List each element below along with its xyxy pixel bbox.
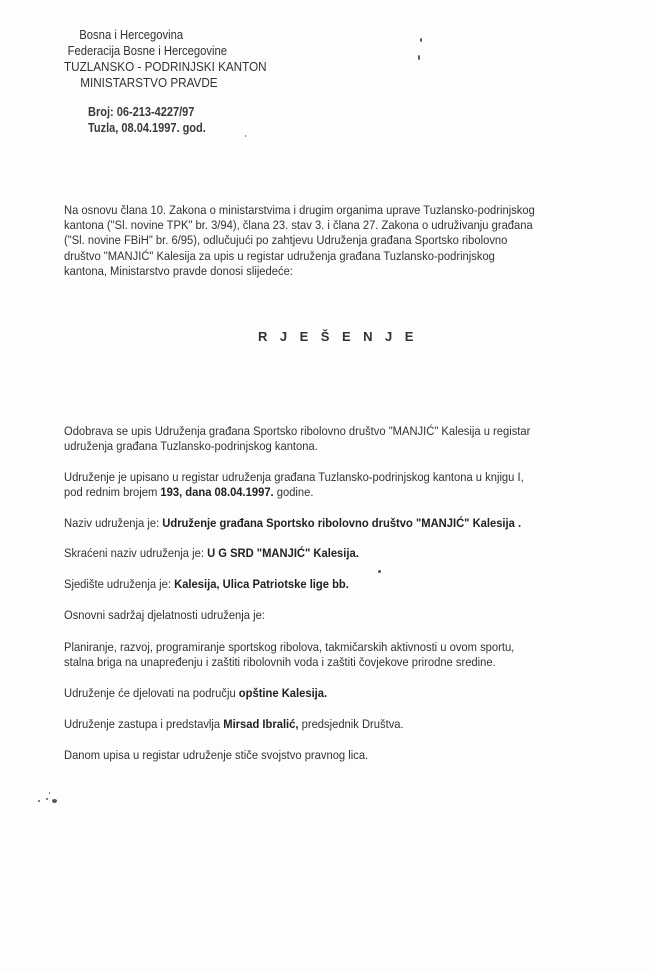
area-prefix: Udruženje će djelovati na području (64, 686, 239, 700)
header-federation: Federacija Bosne i Hercegovine (67, 43, 228, 58)
activity-line: Planiranje, razvoj, programiranje sportskog ribolova, takmičarskih aktivnosti u ovom sportu, (64, 640, 515, 654)
scan-speck (52, 799, 57, 803)
activity-description (64, 640, 574, 670)
approval-paragraph (64, 424, 574, 454)
short-name-label: Skraćeni naziv udruženja je: (64, 546, 208, 560)
place-and-date: Tuzla, 08.04.1997. god. (88, 121, 206, 135)
activity-line: stalna briga na unapređenju i zaštiti ribolovnih voda i zaštiti čovjekove prirodne sredine. (64, 655, 496, 670)
preamble-line: ("Sl. novine FBiH" br. 6/95), odlučujući po zahtjevu Udruženja građana Sportsko ribolovno (64, 233, 508, 248)
scan-speck (420, 38, 422, 42)
scan-speck (38, 800, 40, 802)
header-ministry: MINISTARSTVO PRAVDE (80, 74, 218, 90)
preamble-line: kantona, Ministarstvo pravde donosi slijedeće: (64, 263, 293, 278)
association-seat (64, 577, 574, 592)
issuer-header (64, 28, 267, 90)
name-value: Udruženje građana Sportsko ribolovno društvo "MANJIĆ" Kalesija . (162, 516, 522, 530)
registration-paragraph (64, 470, 574, 500)
registration-line: Udruženje je upisano u registar udruženja građana Tuzlansko-podrinjskog kantona u knjigu I, (64, 470, 524, 484)
association-short-name (64, 546, 574, 561)
legal-status: Danom upisa u registar udruženje stiče svojstvo pravnog lica. (64, 748, 369, 762)
approval-line: udruženja građana Tuzlansko-podrinjskog kantona. (64, 439, 318, 454)
registration-suffix: godine. (273, 485, 314, 500)
registration-number-date: 193, dana 08.04.1997. (160, 485, 274, 500)
preamble-line: kantona ("Sl. novine TPK" br. 3/94), člana 23. stav 3. i člana 27. Zakona o udruživanju građana (64, 218, 533, 233)
association-name (64, 516, 574, 531)
preamble-line: društvo "MANJIĆ" Kalesija za upis u registar udruženja građana Tuzlansko-podrinjskog (64, 248, 495, 263)
scan-speck (46, 798, 48, 800)
document-reference (88, 104, 206, 136)
short-name-value: U G SRD "MANJIĆ" Kalesija. (207, 546, 359, 560)
name-label: Naziv udruženja je: (64, 516, 163, 530)
header-canton: TUZLANSKO - PODRINJSKI KANTON (64, 59, 267, 74)
preamble (64, 203, 574, 279)
registration-line (64, 485, 574, 500)
scan-speck (245, 135, 246, 137)
document-title: RJEŠENJE (258, 329, 426, 344)
seat-value: Kalesija, Ulica Patriotske lige bb. (174, 577, 349, 591)
header-country: Bosna i Hercegovina (79, 28, 184, 42)
reference-number: Broj: 06-213-4227/97 (88, 105, 195, 119)
operating-area (64, 686, 574, 701)
representative-suffix: predsjednik Društva. (298, 717, 404, 731)
representative-prefix: Udruženje zastupa i predstavlja (64, 717, 224, 731)
scan-speck (49, 792, 50, 794)
activity-intro: Osnovni sadržaj djelatnosti udruženja je: (64, 608, 265, 622)
preamble-line: Na osnovu člana 10. Zakona o ministarstvima i drugim organima uprave Tuzlansko-podrinjskog (64, 203, 535, 217)
scan-speck (418, 55, 420, 60)
representative (64, 717, 574, 732)
approval-line: Odobrava se upis Udruženja građana Sportsko ribolovno društvo "MANJIĆ" Kalesija u registar (64, 424, 531, 438)
registration-prefix: pod rednim brojem (64, 485, 161, 500)
representative-name: Mirsad Ibralić, (223, 717, 299, 731)
area-value: opštine Kalesija. (238, 686, 328, 700)
seat-label: Sjedište udruženja je: (64, 577, 175, 591)
scan-speck (378, 570, 381, 573)
